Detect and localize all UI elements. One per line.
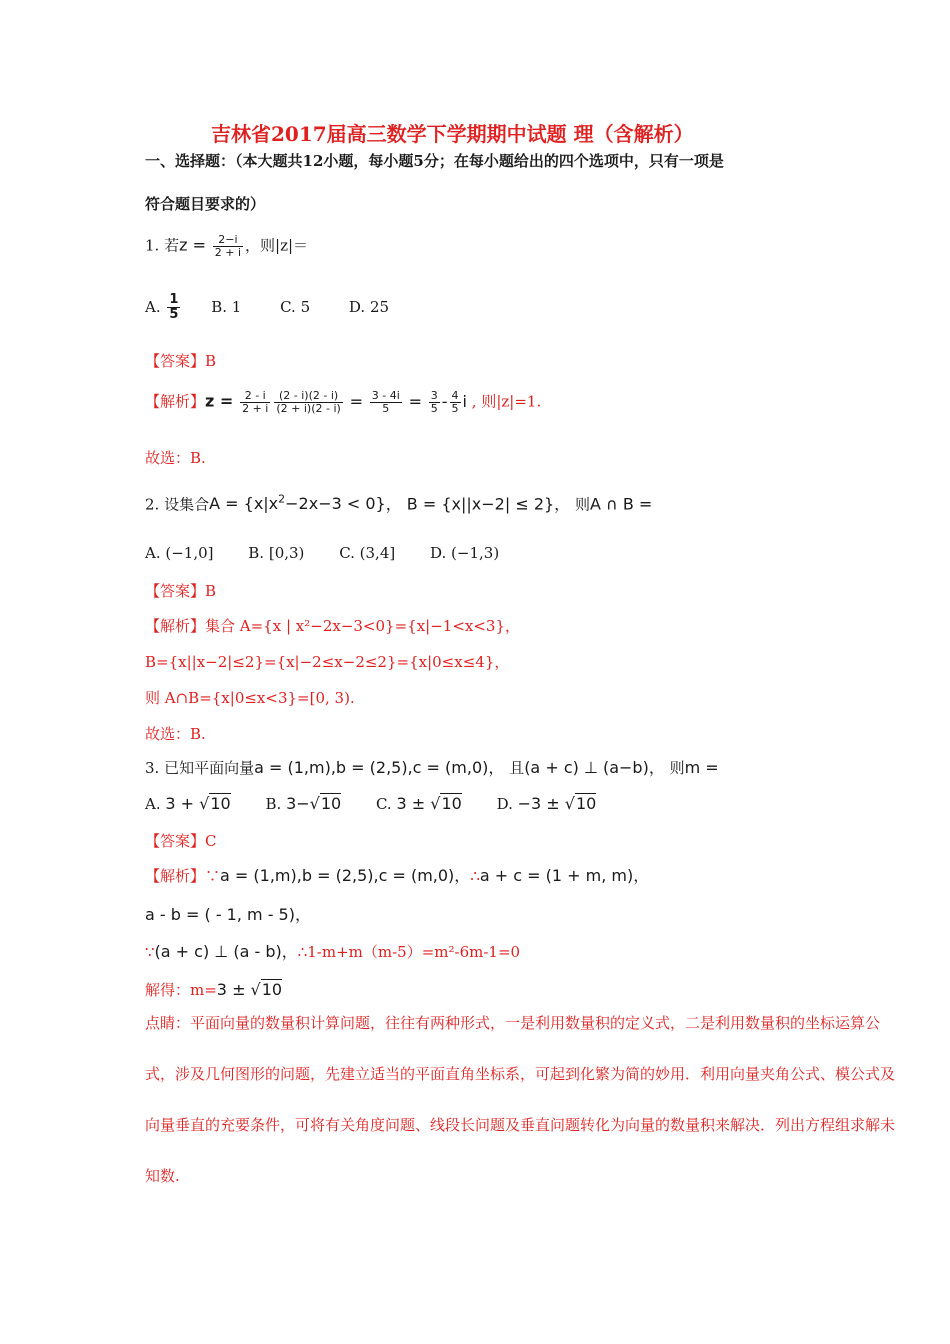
option-b: B. 1 — [211, 297, 242, 316]
fraction: $\frac{2 - i}{2 + i}$ — [242, 389, 269, 416]
option-a: A. $\frac{1}{5}$ — [145, 292, 179, 323]
question-text: 已知平面向量 — [164, 759, 255, 777]
question-2: 2. 设集合$A = \{x|x^2-2x-3 < 0\}$， B = {x||x−2| ≤ 2}， 则A ∩ B = — [145, 493, 653, 514]
analysis-3-line4: 解得：m=3 ± √10 — [145, 980, 283, 999]
analysis-2-line3: 则 A∩B={x|0≤x<3}=[0, 3). — [145, 689, 355, 707]
option-d: D. −3 ± √10 — [496, 794, 597, 813]
analysis-1: 【解析】z = $\frac{2 - i}{2 + i}$ $\frac{(2 - i)(2 - i)}{(2 + i)(2 - i)}$ = $\frac{3 - 4i}{5}$ = $\frac{3}{5}$ - $\frac{4}{5}$ i , 则|z|=1. — [145, 389, 542, 416]
fraction: $\frac{2-i}{2 + i}$ — [214, 233, 242, 260]
fraction: $\frac{4}{5}$ — [451, 389, 459, 416]
analysis-2-line2: B={x||x−2|≤2}={x|−2≤x−2≤2}={x|0≤x≤4}， — [145, 653, 510, 671]
conclusion-1: 故选：B. — [145, 449, 206, 467]
question-number: 2. — [145, 495, 160, 514]
analysis-3: 【解析】∵a = (1,m),b = (2,5),c = (m,0)，∴a + c = (1 + m, m)， — [145, 866, 650, 885]
options-3 — [145, 794, 596, 813]
options-1 — [145, 293, 389, 323]
tip-paragraph: 点睛：平面向量的数量积计算问题，往往有两种形式，一是利用数量积的定义式，二是利用数量积的坐标运算公式，涉及几何图形的问题，先建立适当的平面直角坐标系，可起到化繁为简的妙用．利用向量夹角公式、模公式及向量垂直的充要条件，可将有关角度问题、线段长问题及垂直问题转化为向量的数量积来解决．列出方程组求解未知数. — [145, 1014, 896, 1185]
page-title: 吉林省2017届高三数学下学期期中试题 理（含解析） — [211, 122, 694, 146]
question-3: 3. 已知平面向量a = (1,m),b = (2,5),c = (m,0)， 且(a + c) ⊥ (a−b)， 则m = — [145, 758, 719, 777]
section-heading-line1: 一、选择题：（本大题共12小题，每小题5分；在每小题给出的四个选项中，只有一项是 — [145, 152, 724, 170]
math-expr: z = — [179, 235, 206, 255]
math-expr: $A = \{x|x^2-2x-3 < 0\}$ — [209, 493, 386, 514]
math-expr: (a + c) ⊥ (a−b)， — [524, 758, 665, 777]
analysis-3-line2: a - b = ( - 1, m - 5)， — [145, 905, 311, 924]
fraction: $\frac{3}{5}$ — [430, 389, 438, 416]
math-expr: ， B = {x||x−2| ≤ 2}， — [385, 494, 571, 514]
answer-3: 【答案】C — [145, 832, 217, 850]
option-d: D. 25 — [348, 297, 390, 316]
option-a: A. 3 + √10 — [145, 794, 231, 813]
solution-math: $\frac{2 - i}{2 + i}$ $\frac{(2 - i)(2 - i)}{(2 + i)(2 - i)}$ = $\frac{3 - 4i}{5}$ = $\frac{3}{5}$ - $\frac{4}{5}$ i — [242, 389, 467, 416]
math-expr: z = — [205, 391, 234, 411]
question-text: ，则|z|＝ — [245, 236, 309, 255]
answer-1: 【答案】B — [145, 352, 217, 370]
math-expr: m = — [684, 758, 719, 777]
math-expr: a = (1,m),b = (2,5),c = (m,0)， — [254, 758, 505, 777]
options-2 — [145, 544, 499, 562]
option-b: B. 3−√10 — [265, 794, 342, 813]
answer-2: 【答案】B — [145, 582, 217, 600]
conclusion-2: 故选：B. — [145, 725, 206, 743]
option-c: C. 3 ± √10 — [375, 794, 462, 813]
option-a: A. (−1,0] — [145, 544, 214, 562]
option-c: C. (3,4] — [339, 544, 396, 562]
fraction: $\frac{3 - 4i}{5}$ — [371, 389, 400, 416]
question-1 — [145, 234, 308, 259]
analysis-3-line3: ∵(a + c) ⊥ (a - b)，∴1-m+m（m-5）=m²-6m-1=0 — [145, 942, 521, 961]
question-text: 设集合 — [164, 495, 210, 514]
option-c: C. 5 — [280, 297, 311, 316]
analysis-2: 【解析】集合 A={x | x²−2x−3<0}={x|−1<x<3}， — [145, 617, 521, 635]
option-b: B. [0,3) — [248, 544, 305, 562]
fraction: $\frac{(2 - i)(2 - i)}{(2 + i)(2 - i)}$ — [276, 389, 341, 416]
question-number: 3. — [145, 759, 160, 777]
question-number: 1. — [145, 236, 160, 255]
math-expr: A ∩ B = — [589, 494, 653, 514]
question-text: 若 — [164, 236, 180, 255]
option-d: D. (−1,3) — [430, 544, 500, 562]
fraction: $\frac{1}{5}$ — [169, 292, 179, 323]
section-heading-line2: 符合题目要求的） — [145, 195, 266, 213]
